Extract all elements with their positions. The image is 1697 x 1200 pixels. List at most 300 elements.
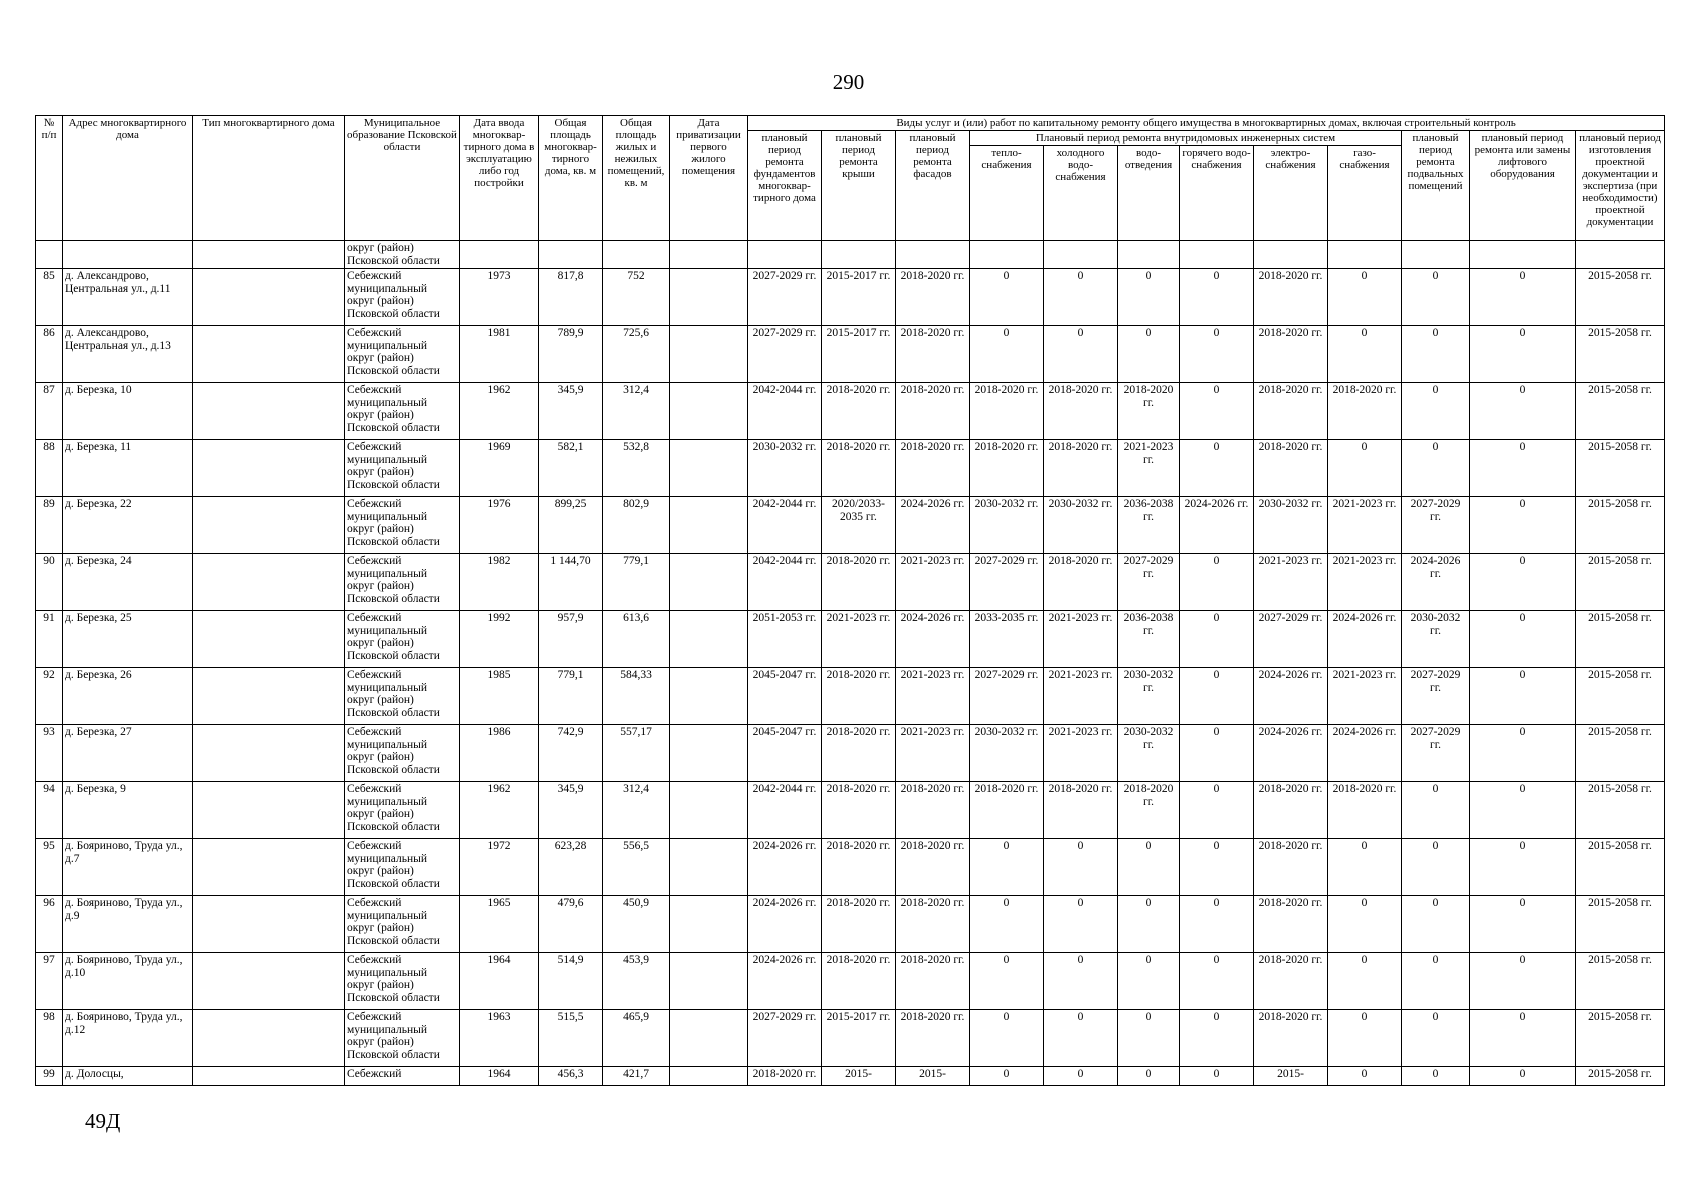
row-foundation: 2027-2029 гг. [748,269,822,326]
row-hot-water: 0 [1180,668,1254,725]
row-total-area: 515,5 [539,1010,603,1067]
row-cold-water: 0 [1044,269,1118,326]
row-sewer: 2018-2020 гг. [1118,782,1180,839]
row-hot-water: 0 [1180,1010,1254,1067]
row-elevator: 0 [1470,497,1576,554]
row-foundation: 2024-2026 гг. [748,953,822,1010]
row-sewer: 2030-2032 гг. [1118,668,1180,725]
row-privatization [670,611,748,668]
header-type: Тип многоквартирного дома [193,116,345,241]
row-cold-water: 2018-2020 гг. [1044,554,1118,611]
row-year: 1962 [460,383,539,440]
row-design: 2015-2058 гг. [1576,611,1665,668]
row-hot-water: 0 [1180,1067,1254,1086]
row-privatization [670,554,748,611]
row-privatization [670,725,748,782]
row-year: 1965 [460,896,539,953]
row-basement: 0 [1402,1010,1470,1067]
row-municipality: Себежский муниципальный округ (район) Псковской области [345,953,460,1010]
row-gas: 2018-2020 гг. [1328,782,1402,839]
row-type [193,326,345,383]
row-electric: 2015- [1254,1067,1328,1086]
row-year: 1976 [460,497,539,554]
row-living-area: 312,4 [603,383,670,440]
row-design: 2015-2058 гг. [1576,326,1665,383]
row-roof: 2018-2020 гг. [822,383,896,440]
row-year: 1981 [460,326,539,383]
row-total-area: 345,9 [539,782,603,839]
row-type [193,839,345,896]
row-total-area: 1 144,70 [539,554,603,611]
row-elevator: 0 [1470,839,1576,896]
row-design: 2015-2058 гг. [1576,839,1665,896]
row-hot-water: 0 [1180,440,1254,497]
row-electric: 2027-2029 гг. [1254,611,1328,668]
row-elevator: 0 [1470,269,1576,326]
row-number: 89 [36,497,63,554]
row-heat: 2018-2020 гг. [970,383,1044,440]
row-type [193,383,345,440]
row-gas: 0 [1328,269,1402,326]
row-privatization [670,782,748,839]
row-year: 1992 [460,611,539,668]
row-type [193,668,345,725]
row-number: 93 [36,725,63,782]
row-municipality: Себежский муниципальный округ (район) Псковской области [345,440,460,497]
row-total-area: 899,25 [539,497,603,554]
table-row [36,1010,1665,1067]
row-basement: 2024-2026 гг. [1402,554,1470,611]
row-living-area: 450,9 [603,896,670,953]
row-hot-water: 0 [1180,896,1254,953]
row-cold-water: 2018-2020 гг. [1044,383,1118,440]
row-hot-water: 0 [1180,611,1254,668]
row-design: 2015-2058 гг. [1576,953,1665,1010]
row-address: д. Березка, 27 [63,725,193,782]
row-design: 2015-2058 гг. [1576,1067,1665,1086]
row-address: д. Бояриново, Труда ул., д.9 [63,896,193,953]
header-roof: плановый период ремонта крыши [822,131,896,241]
row-sewer: 0 [1118,839,1180,896]
row-living-area: 613,6 [603,611,670,668]
row-gas: 2021-2023 гг. [1328,554,1402,611]
row-roof: 2015-2017 гг. [822,326,896,383]
row-roof: 2018-2020 гг. [822,782,896,839]
row-heat: 2018-2020 гг. [970,440,1044,497]
row-facade: 2018-2020 гг. [896,326,970,383]
row-cold-water: 2018-2020 гг. [1044,440,1118,497]
row-electric: 2018-2020 гг. [1254,440,1328,497]
table-row [36,269,1665,326]
row-type [193,611,345,668]
row-gas: 2021-2023 гг. [1328,497,1402,554]
row-type [193,782,345,839]
row-roof: 2015-2017 гг. [822,269,896,326]
row-heat: 2027-2029 гг. [970,668,1044,725]
row-hot-water: 2024-2026 гг. [1180,497,1254,554]
row-privatization [670,1010,748,1067]
row-municipality: Себежский муниципальный округ (район) Псковской области [345,269,460,326]
row-foundation: 2042-2044 гг. [748,554,822,611]
header-hot-water: горячего водо-снабжения [1180,146,1254,241]
row-total-area: 789,9 [539,326,603,383]
row-number: 86 [36,326,63,383]
row-living-area: 532,8 [603,440,670,497]
row-facade: 2021-2023 гг. [896,725,970,782]
footer-code: 49Д [85,1109,121,1133]
row-basement: 0 [1402,839,1470,896]
row-elevator: 0 [1470,896,1576,953]
row-facade: 2018-2020 гг. [896,383,970,440]
row-hot-water: 0 [1180,269,1254,326]
row-cold-water: 2030-2032 гг. [1044,497,1118,554]
row-living-area: 465,9 [603,1010,670,1067]
row-heat: 0 [970,1010,1044,1067]
row-privatization [670,326,748,383]
row-design: 2015-2058 гг. [1576,725,1665,782]
row-cold-water: 2021-2023 гг. [1044,725,1118,782]
row-roof: 2018-2020 гг. [822,440,896,497]
row-elevator: 0 [1470,668,1576,725]
row-total-area: 623,28 [539,839,603,896]
row-cold-water: 0 [1044,1010,1118,1067]
row-sewer: 2036-2038 гг. [1118,497,1180,554]
row-foundation: 2027-2029 гг. [748,1010,822,1067]
row-facade: 2024-2026 гг. [896,497,970,554]
row-hot-water: 0 [1180,953,1254,1010]
row-total-area: 456,3 [539,1067,603,1086]
row-cold-water: 0 [1044,1067,1118,1086]
row-living-area: 312,4 [603,782,670,839]
row-electric: 2018-2020 гг. [1254,1010,1328,1067]
row-gas: 2024-2026 гг. [1328,725,1402,782]
row-year: 1973 [460,269,539,326]
row-electric: 2018-2020 гг. [1254,269,1328,326]
row-total-area: 479,6 [539,896,603,953]
row-year: 1982 [460,554,539,611]
row-gas: 0 [1328,1067,1402,1086]
row-facade: 2021-2023 гг. [896,554,970,611]
row-number: 88 [36,440,63,497]
row-facade: 2018-2020 гг. [896,839,970,896]
row-foundation: 2027-2029 гг. [748,326,822,383]
header-num: № п/п [36,116,63,241]
row-electric: 2030-2032 гг. [1254,497,1328,554]
table-row [36,326,1665,383]
row-municipality: Себежский муниципальный округ (район) Псковской области [345,326,460,383]
row-basement: 2027-2029 гг. [1402,668,1470,725]
row-elevator: 0 [1470,383,1576,440]
row-number: 90 [36,554,63,611]
row-electric: 2021-2023 гг. [1254,554,1328,611]
continuation-text: округ (район) Псковской области [345,241,460,269]
row-gas: 0 [1328,839,1402,896]
row-elevator: 0 [1470,326,1576,383]
row-address: д. Березка, 22 [63,497,193,554]
row-year: 1985 [460,668,539,725]
row-facade: 2024-2026 гг. [896,611,970,668]
header-living-area: Общая площадь жилых и нежилых помещений, кв. м [603,116,670,241]
row-electric: 2018-2020 гг. [1254,326,1328,383]
row-gas: 0 [1328,953,1402,1010]
header-sewer: водо-отведения [1118,146,1180,241]
row-type [193,1067,345,1086]
row-foundation: 2042-2044 гг. [748,782,822,839]
table-row [36,839,1665,896]
row-roof: 2018-2020 гг. [822,725,896,782]
row-foundation: 2042-2044 гг. [748,383,822,440]
row-design: 2015-2058 гг. [1576,668,1665,725]
header-commission-date: Дата ввода многоквар-тирного дома в эксплуатацию либо год постройки [460,116,539,241]
row-electric: 2024-2026 гг. [1254,725,1328,782]
row-design: 2015-2058 гг. [1576,782,1665,839]
row-year: 1963 [460,1010,539,1067]
row-gas: 2024-2026 гг. [1328,611,1402,668]
capital-repair-table [35,115,1665,1086]
row-elevator: 0 [1470,725,1576,782]
row-hot-water: 0 [1180,725,1254,782]
row-heat: 2027-2029 гг. [970,554,1044,611]
row-number: 85 [36,269,63,326]
row-total-area: 514,9 [539,953,603,1010]
row-type [193,953,345,1010]
header-systems-group: Плановый период ремонта внутридомовых инженерных систем [970,131,1402,146]
row-electric: 2018-2020 гг. [1254,383,1328,440]
row-hot-water: 0 [1180,326,1254,383]
header-gas: газо-снабжения [1328,146,1402,241]
row-address: д. Бояриново, Труда ул., д.12 [63,1010,193,1067]
row-facade: 2018-2020 гг. [896,440,970,497]
row-total-area: 742,9 [539,725,603,782]
header-facade: плановый период ремонта фасадов [896,131,970,241]
row-gas: 0 [1328,440,1402,497]
table-row [36,782,1665,839]
table-row [36,497,1665,554]
row-privatization [670,1067,748,1086]
table-row [36,611,1665,668]
row-municipality: Себежский муниципальный округ (район) Псковской области [345,554,460,611]
header-total-area: Общая площадь многоквар-тирного дома, кв. м [539,116,603,241]
row-cold-water: 2021-2023 гг. [1044,668,1118,725]
row-roof: 2018-2020 гг. [822,953,896,1010]
row-basement: 2027-2029 гг. [1402,497,1470,554]
row-basement: 0 [1402,896,1470,953]
row-sewer: 0 [1118,1067,1180,1086]
row-type [193,269,345,326]
row-municipality: Себежский муниципальный округ (район) Псковской области [345,611,460,668]
row-number: 98 [36,1010,63,1067]
row-heat: 2033-2035 гг. [970,611,1044,668]
header-foundation: плановый период ремонта фундаментов многоквар-тирного дома [748,131,822,241]
row-address: д. Березка, 11 [63,440,193,497]
row-living-area: 557,17 [603,725,670,782]
row-facade: 2021-2023 гг. [896,668,970,725]
row-address: д. Березка, 25 [63,611,193,668]
row-roof: 2018-2020 гг. [822,839,896,896]
row-gas: 0 [1328,896,1402,953]
table-row [36,668,1665,725]
row-type [193,1010,345,1067]
row-cold-water: 0 [1044,953,1118,1010]
row-living-area: 453,9 [603,953,670,1010]
row-elevator: 0 [1470,782,1576,839]
row-cold-water: 2018-2020 гг. [1044,782,1118,839]
row-basement: 2030-2032 гг. [1402,611,1470,668]
row-hot-water: 0 [1180,839,1254,896]
row-hot-water: 0 [1180,554,1254,611]
row-heat: 0 [970,953,1044,1010]
row-design: 2015-2058 гг. [1576,440,1665,497]
row-address: д. Долосцы, [63,1067,193,1086]
header-municipality: Муниципальное образование Псковской области [345,116,460,241]
row-municipality: Себежский [345,1067,460,1086]
row-roof: 2018-2020 гг. [822,668,896,725]
row-year: 1972 [460,839,539,896]
row-gas: 2018-2020 гг. [1328,383,1402,440]
row-hot-water: 0 [1180,782,1254,839]
row-sewer: 2018-2020 гг. [1118,383,1180,440]
row-roof: 2020/2033-2035 гг. [822,497,896,554]
table-row [36,725,1665,782]
row-elevator: 0 [1470,953,1576,1010]
row-heat: 2030-2032 гг. [970,725,1044,782]
row-elevator: 0 [1470,1010,1576,1067]
row-basement: 0 [1402,953,1470,1010]
row-number: 97 [36,953,63,1010]
row-heat: 2030-2032 гг. [970,497,1044,554]
row-municipality: Себежский муниципальный округ (район) Псковской области [345,725,460,782]
row-basement: 0 [1402,1067,1470,1086]
row-type [193,554,345,611]
row-municipality: Себежский муниципальный округ (район) Псковской области [345,896,460,953]
header-design: плановый период изготовления проектной документации и экспертиза (при необходимости) проектной документации [1576,131,1665,241]
row-cold-water: 0 [1044,896,1118,953]
row-number: 94 [36,782,63,839]
row-sewer: 0 [1118,326,1180,383]
row-roof: 2015- [822,1067,896,1086]
header-works-group: Виды услуг и (или) работ по капитальному ремонту общего имущества в многоквартирных домах, включая строительный контроль [748,116,1665,131]
row-basement: 2027-2029 гг. [1402,725,1470,782]
table-row [36,383,1665,440]
header-heat: тепло-снабжения [970,146,1044,241]
row-address: д. Березка, 24 [63,554,193,611]
row-year: 1964 [460,1067,539,1086]
row-number: 96 [36,896,63,953]
row-foundation: 2045-2047 гг. [748,725,822,782]
row-total-area: 345,9 [539,383,603,440]
row-basement: 0 [1402,440,1470,497]
row-foundation: 2024-2026 гг. [748,896,822,953]
row-sewer: 0 [1118,269,1180,326]
row-total-area: 779,1 [539,668,603,725]
row-number: 87 [36,383,63,440]
row-number: 91 [36,611,63,668]
row-basement: 0 [1402,326,1470,383]
row-roof: 2018-2020 гг. [822,554,896,611]
row-facade: 2015- [896,1067,970,1086]
row-elevator: 0 [1470,554,1576,611]
row-sewer: 2030-2032 гг. [1118,725,1180,782]
row-heat: 2018-2020 гг. [970,782,1044,839]
row-sewer: 2027-2029 гг. [1118,554,1180,611]
row-foundation: 2018-2020 гг. [748,1067,822,1086]
row-sewer: 0 [1118,1010,1180,1067]
row-basement: 0 [1402,383,1470,440]
row-number: 92 [36,668,63,725]
table-row [36,1067,1665,1086]
row-municipality: Себежский муниципальный округ (район) Псковской области [345,782,460,839]
row-cold-water: 0 [1044,326,1118,383]
row-electric: 2018-2020 гг. [1254,782,1328,839]
header-electric: электро-снабжения [1254,146,1328,241]
row-sewer: 0 [1118,953,1180,1010]
row-living-area: 779,1 [603,554,670,611]
row-year: 1986 [460,725,539,782]
row-privatization [670,668,748,725]
row-electric: 2018-2020 гг. [1254,839,1328,896]
table-row [36,554,1665,611]
row-municipality: Себежский муниципальный округ (район) Псковской области [345,668,460,725]
row-basement: 0 [1402,782,1470,839]
row-roof: 2021-2023 гг. [822,611,896,668]
row-total-area: 582,1 [539,440,603,497]
row-roof: 2018-2020 гг. [822,896,896,953]
header-elevator: плановый период ремонта или замены лифтового оборудования [1470,131,1576,241]
row-heat: 0 [970,896,1044,953]
continuation-row [36,241,1665,269]
row-type [193,725,345,782]
row-address: д. Бояриново, Труда ул., д.10 [63,953,193,1010]
row-type [193,440,345,497]
row-municipality: Себежский муниципальный округ (район) Псковской области [345,839,460,896]
row-cold-water: 2021-2023 гг. [1044,611,1118,668]
row-sewer: 0 [1118,896,1180,953]
row-year: 1969 [460,440,539,497]
row-electric: 2018-2020 гг. [1254,953,1328,1010]
page-number: 290 [832,70,865,94]
row-living-area: 725,6 [603,326,670,383]
row-address: д. Александрово, Центральная ул., д.13 [63,326,193,383]
row-design: 2015-2058 гг. [1576,269,1665,326]
header-basement: плановый период ремонта подвальных помещений [1402,131,1470,241]
row-facade: 2018-2020 гг. [896,953,970,1010]
table-row [36,440,1665,497]
row-heat: 0 [970,1067,1044,1086]
row-elevator: 0 [1470,611,1576,668]
row-address: д. Александрово, Центральная ул., д.11 [63,269,193,326]
row-living-area: 752 [603,269,670,326]
row-gas: 0 [1328,1010,1402,1067]
row-address: д. Березка, 9 [63,782,193,839]
row-heat: 0 [970,839,1044,896]
row-municipality: Себежский муниципальный округ (район) Псковской области [345,497,460,554]
row-foundation: 2051-2053 гг. [748,611,822,668]
row-facade: 2018-2020 гг. [896,896,970,953]
row-living-area: 421,7 [603,1067,670,1086]
row-facade: 2018-2020 гг. [896,269,970,326]
header-cold-water: холодного водо-снабжения [1044,146,1118,241]
row-electric: 2018-2020 гг. [1254,896,1328,953]
row-privatization [670,896,748,953]
row-facade: 2018-2020 гг. [896,782,970,839]
row-address: д. Березка, 10 [63,383,193,440]
row-gas: 2021-2023 гг. [1328,668,1402,725]
row-design: 2015-2058 гг. [1576,1010,1665,1067]
row-year: 1962 [460,782,539,839]
row-foundation: 2024-2026 гг. [748,839,822,896]
row-privatization [670,497,748,554]
row-heat: 0 [970,326,1044,383]
